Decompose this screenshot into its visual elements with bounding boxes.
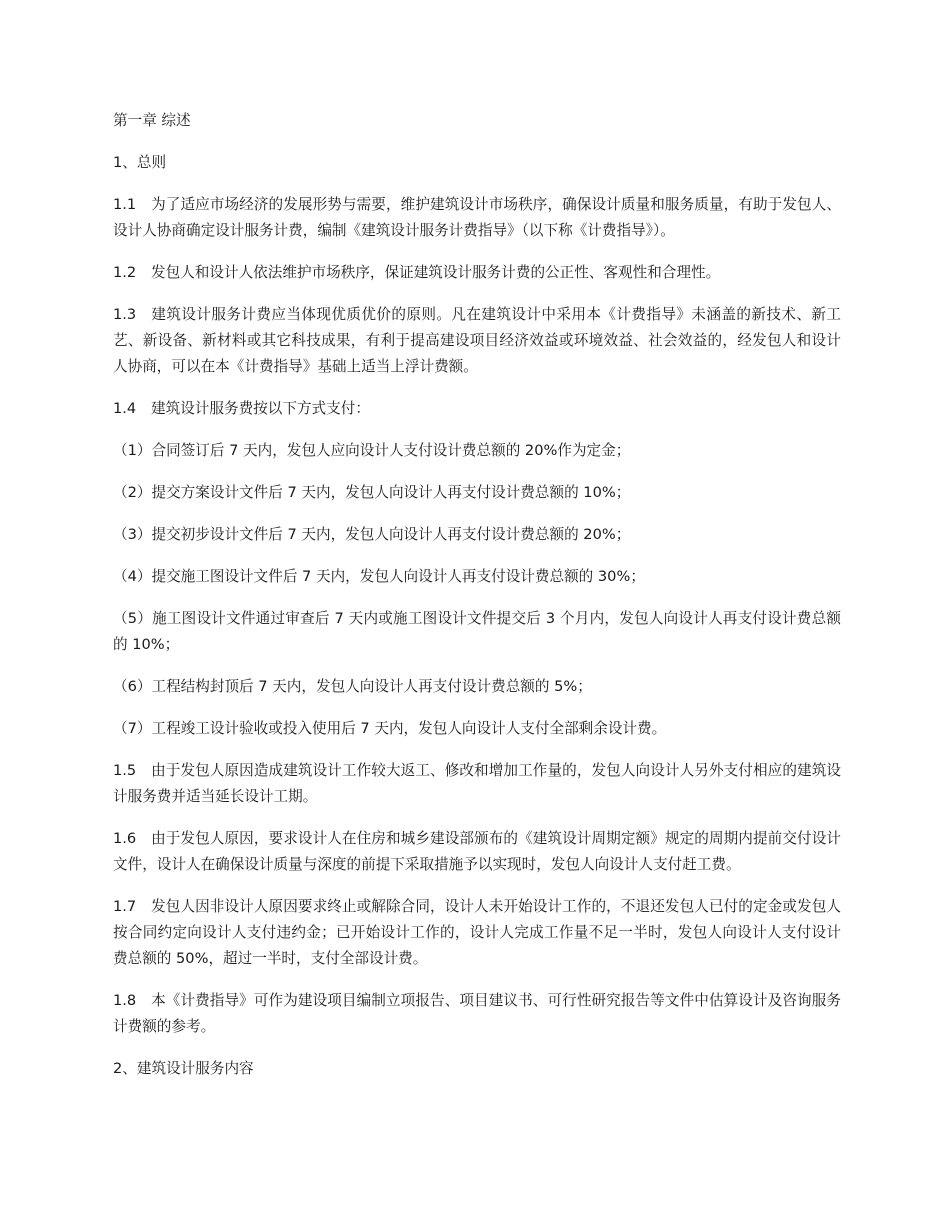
payment-item-1: （1）合同签订后 7 天内，发包人应向设计人支付设计费总额的 20%作为定金； xyxy=(113,442,631,459)
clause-number: 1.8 xyxy=(113,992,137,1009)
payment-item-2: （2）提交方案设计文件后 7 天内，发包人向设计人再支付设计费总额的 10%； xyxy=(113,484,631,501)
clause-1-3 xyxy=(113,302,841,380)
clause-text: 由于发包人原因，要求设计人在住房和城乡建设部颁布的《建筑设计周期定额》规定的周期内提前交付设计文件，设计人在确保设计质量与深度的前提下采取措施予以实现时，发包人向设计人支付赶工费。 xyxy=(113,830,841,873)
payment-item-3: （3）提交初步设计文件后 7 天内，发包人向设计人再支付设计费总额的 20%； xyxy=(113,526,631,543)
clause-1-7 xyxy=(113,894,841,972)
payment-item-7: （7）工程竣工设计验收或投入使用后 7 天内，发包人向设计人支付全部剩余设计费。 xyxy=(113,720,667,737)
clause-number: 1.2 xyxy=(113,264,137,281)
clause-1-8 xyxy=(113,988,841,1040)
document-body xyxy=(113,108,841,1098)
clause-1-5 xyxy=(113,758,841,810)
clause-number: 1.7 xyxy=(113,898,137,915)
clause-text: 由于发包人原因造成建筑设计工作较大返工、修改和增加工作量的，发包人向设计人另外支付相应的建筑设计服务费并适当延长设计工期。 xyxy=(113,762,841,805)
payment-item-5: （5）施工图设计文件通过审查后 7 天内或施工图设计文件提交后 3 个月内，发包人向设计人再支付设计费总额的 10%； xyxy=(113,610,841,653)
clause-text: 发包人因非设计人原因要求终止或解除合同，设计人未开始设计工作的，不退还发包人已付的定金或发包人按合同约定向设计人支付违约金；已开始设计工作的，设计人完成工作量不足一半时，发包人向设计人支付设计费总额的 50%，超过一半时，支付全部设计费。 xyxy=(113,898,841,967)
clause-number: 1.3 xyxy=(113,306,137,323)
clause-1-6 xyxy=(113,826,841,878)
payment-item-4: （4）提交施工图设计文件后 7 天内，发包人向设计人再支付设计费总额的 30%； xyxy=(113,568,645,585)
clause-text: 本《计费指导》可作为建设项目编制立项报告、项目建议书、可行性研究报告等文件中估算设计及咨询服务计费额的参考。 xyxy=(113,992,841,1035)
clause-1-4 xyxy=(113,396,841,422)
payment-item-6: （6）工程结构封顶后 7 天内，发包人向设计人再支付设计费总额的 5%； xyxy=(113,678,592,695)
clause-text: 建筑设计服务计费应当体现优质优价的原则。凡在建筑设计中采用本《计费指导》未涵盖的新技术、新工艺、新设备、新材料或其它科技成果，有利于提高建设项目经济效益或环境效益、社会效益的，经发包人和设计人协商，可以在本《计费指导》基础上适当上浮计费额。 xyxy=(113,306,841,375)
clause-number: 1.1 xyxy=(113,196,137,213)
clause-1-1 xyxy=(113,192,841,244)
section-title-services: 2、建筑设计服务内容 xyxy=(113,1060,254,1077)
chapter-title: 第一章 综述 xyxy=(113,112,191,129)
clause-text: 为了适应市场经济的发展形势与需要，维护建筑设计市场秩序，确保设计质量和服务质量，有助于发包人、设计人协商确定设计服务计费，编制《建筑设计服务计费指导》（以下称《计费指导》）。 xyxy=(113,196,841,239)
clause-number: 1.4 xyxy=(113,400,137,417)
section-title-general: 1、总则 xyxy=(113,154,167,171)
clause-1-2 xyxy=(113,260,841,286)
clause-number: 1.6 xyxy=(113,830,137,847)
clause-text: 发包人和设计人依法维护市场秩序，保证建筑设计服务计费的公正性、客观性和合理性。 xyxy=(151,264,721,281)
clause-number: 1.5 xyxy=(113,762,137,779)
clause-text: 建筑设计服务费按以下方式支付： xyxy=(151,400,370,417)
